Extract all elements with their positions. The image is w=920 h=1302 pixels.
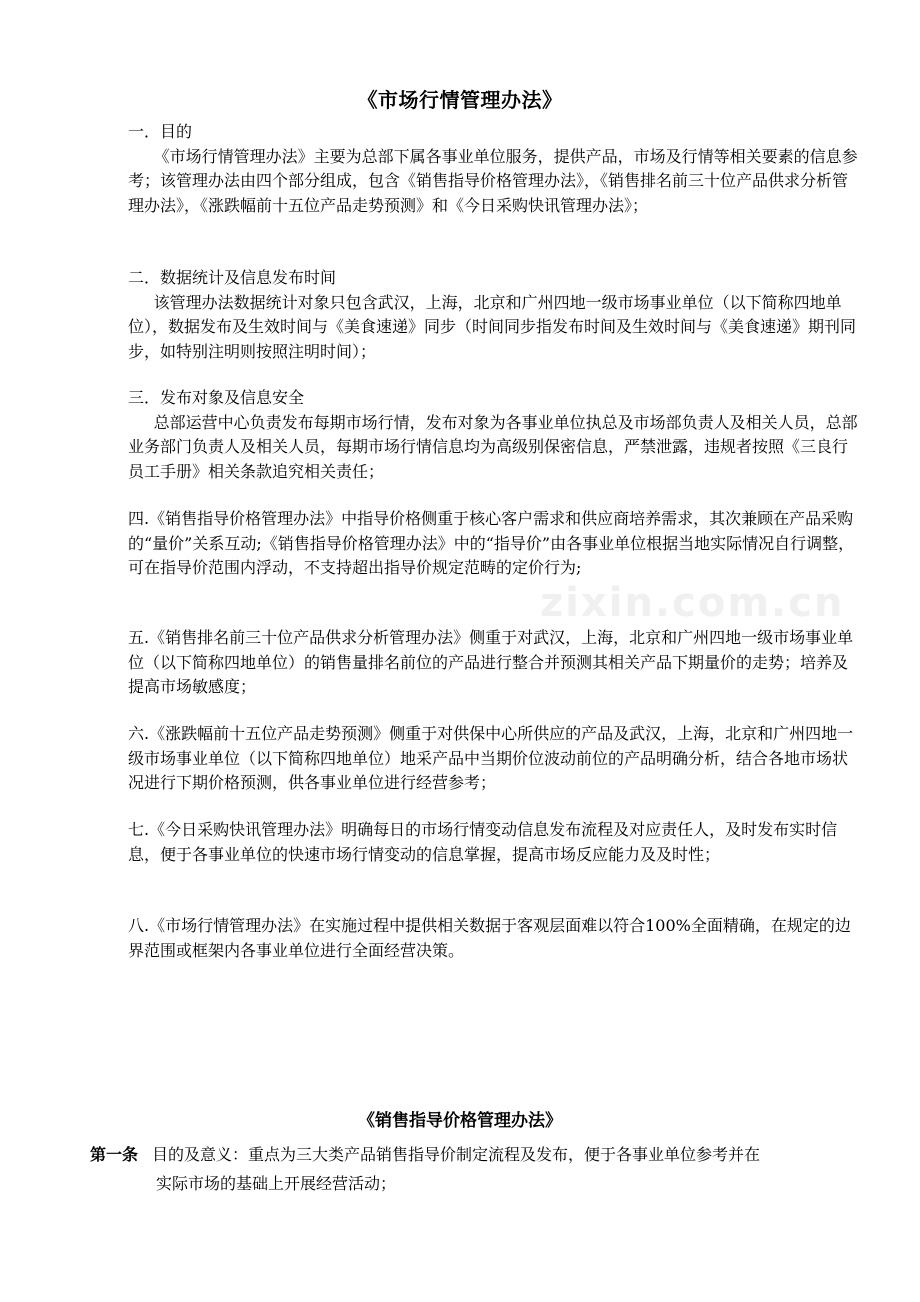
section-3-heading: 三．发布对象及信息安全 [128,388,305,407]
item-8: 八.《市场行情管理办法》在实施过程中提供相关数据于客观层面难以符合100%全面精确，在规定的边界范围或框架内各事业单位进行全面经营决策。 [128,916,851,960]
section-subtitle: 《销售指导价格管理办法》 [358,1111,562,1131]
section-3-body: 总部运营中心负责发布每期市场行情，发布对象为各事业单位执总及市场部负责人及相关人员，总部业务部门负责人及相关人员，每期市场行情信息均为高级别保密信息，严禁泄露，违规者按照《三良行员工手册》相关条款追究相关责任； [128,412,858,481]
watermark: zixin.com.cn [540,580,845,626]
article-1 [90,1140,860,1198]
item-6: 六.《涨跌幅前十五位产品走势预测》侧重于对供保中心所供应的产品及武汉，上海，北京和广州四地一级市场事业单位（以下简称四地单位）地采产品中当期价位波动前位的产品明确分析，结合各地市场状况进行下期价格预测，供各事业单位进行经营参考； [128,724,854,792]
article-line-2: 实际市场的基础上开展经营活动； [156,1174,397,1193]
section-3 [128,386,858,484]
item-4: 四.《销售指导价格管理办法》中指导价格侧重于核心客户需求和供应商培养需求，其次兼顾在产品采购的“量价”关系互动;《销售指导价格管理办法》中的“指导价”由各事业单位根据当地实际情况自行调整，可在指导价范围内浮动，不支持超出指导价规定范畴的定价行为; [128,509,855,577]
section-2-heading: 二．数据统计及信息发布时间 [128,268,337,287]
page-title: 《市场行情管理办法》 [357,88,563,112]
section-1-heading: 一．目的 [128,122,193,141]
item-5: 五.《销售排名前三十位产品供求分析管理办法》侧重于对武汉，上海，北京和广州四地一级市场事业单位（以下简称四地单位）的销售量排名前位的产品进行整合并预测其相关产品下期量价的走势；培养及提高市场敏感度； [128,628,854,696]
article-label: 第一条 [90,1145,139,1164]
section-1 [128,120,858,218]
section-2 [128,266,858,364]
item-7: 七.《今日采购快讯管理办法》明确每日的市场行情变动信息发布流程及对应责任人，及时发布实时信息，便于各事业单位的快速市场行情变动的信息掌握，提高市场反应能力及及时性； [128,820,838,864]
section-2-body: 该管理办法数据统计对象只包含武汉，上海，北京和广州四地一级市场事业单位（以下简称四地单位），数据发布及生效时间与《美食速递》同步（时间同步指发布时间及生效时间与《美食速递》期刊同步，如特别注明则按照注明时间）； [128,292,857,361]
section-1-body: 《市场行情管理办法》主要为总部下属各事业单位服务，提供产品，市场及行情等相关要素的信息参考；该管理办法由四个部分组成，包含《销售指导价格管理办法》，《销售排名前三十位产品供求分析管理办法》，《涨跌幅前十五位产品走势预测》和《今日采购快讯管理办法》； [128,146,858,215]
article-line-1: 目的及意义：重点为三大类产品销售指导价制定流程及发布，便于各事业单位参考并在 [152,1145,761,1164]
